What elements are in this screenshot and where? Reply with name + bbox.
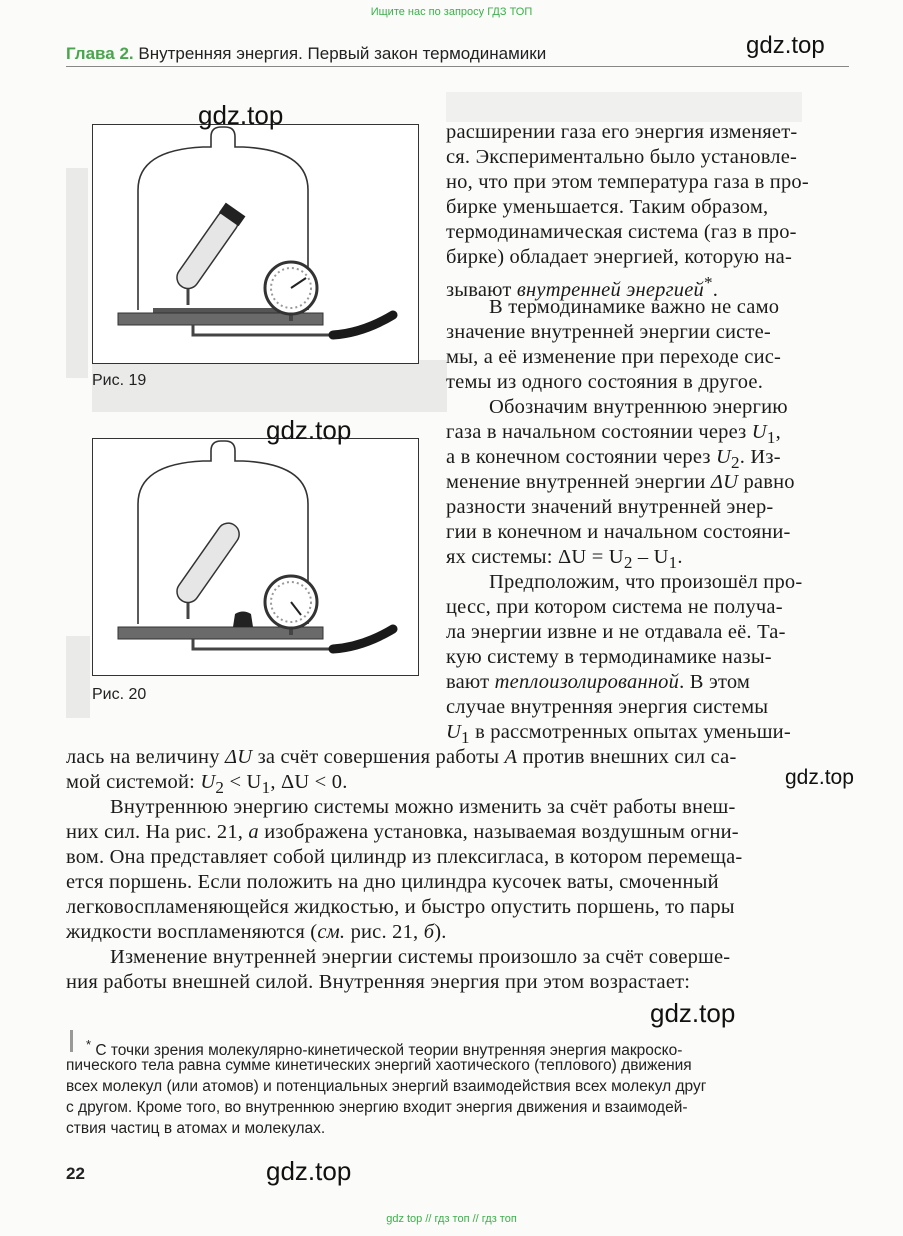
text-run: против внешних сил са-: [522, 746, 737, 768]
body-line: ся. Экспериментально было установле-: [446, 146, 798, 168]
symbol-a: A: [504, 746, 518, 768]
body-line: цесс, при котором система не получа-: [446, 596, 783, 618]
body-line: Изменение внутренней энергии системы произошло за счёт соверше-: [110, 946, 731, 968]
subscript: 1: [766, 428, 776, 448]
text-run: вают: [446, 671, 490, 693]
text-run: газа в начальном состоянии через: [446, 421, 747, 443]
body-line: зывают внутренней энергией*.: [446, 273, 719, 301]
body-line: мы, а её изменение при переходе сис-: [446, 346, 782, 368]
body-line: ях системы: $\Delta U = U_2 - U_1$.: [446, 546, 683, 573]
body-line: кую систему в термодинамике назы-: [446, 646, 772, 668]
bleed-through: [66, 168, 88, 378]
watermark: gdz.top: [266, 1156, 352, 1186]
body-line: ется поршень. Если положить на дно цилиндра кусочек ваты, смоченный: [66, 871, 719, 893]
label-a: а: [248, 821, 259, 843]
chapter-rule: [66, 66, 849, 67]
text-run: лась на величину: [66, 746, 220, 768]
text-run: менение внутренней энергии: [446, 471, 706, 493]
body-line: бирке уменьшается. Таким образом,: [446, 196, 769, 218]
chapter-label: Глава 2.: [66, 44, 134, 63]
text-run: равно: [743, 471, 795, 493]
body-line: Обозначим внутреннюю энергию: [489, 396, 788, 418]
body-line: ла энергии извне и не отдавала её. Та-: [446, 621, 786, 643]
body-line: ния работы внешней силой. Внутренняя энергия при этом возрастает:: [66, 971, 691, 993]
text-run: в рассмотренных опытах уменьши-: [475, 721, 791, 743]
watermark: gdz.top: [198, 100, 284, 130]
subscript: 1: [668, 553, 678, 573]
symbol-u: U: [446, 721, 462, 743]
bell-jar-apparatus-illustration: [93, 125, 418, 363]
body-line: случае внутренняя энергия системы: [446, 696, 769, 718]
symbol-delta-u: ΔU: [225, 746, 253, 768]
body-line: но, что при этом температура газа в про-: [446, 171, 809, 193]
body-line: вом. Она представляет собой цилиндр из плексигласа, в котором перемеща-: [66, 846, 743, 868]
body-line: расширении газа его энергия изменяет-: [446, 121, 798, 143]
body-line: [446, 670, 750, 695]
text-run: мой системой:: [66, 771, 196, 793]
text-run: изображена установка, называемая воздушным огни-: [264, 821, 739, 843]
chapter-heading: [66, 44, 546, 64]
footnote-marker-bar: [70, 1030, 73, 1052]
top-banner[interactable]: Ищите нас по запросу ГДЗ ТОП: [370, 6, 533, 18]
body-line: [66, 920, 447, 945]
footnote-line: с другом. Кроме того, во внутреннюю энергию входит энергия движения и взаимодей-: [66, 1099, 688, 1116]
body-line: [66, 820, 739, 845]
figure-19: [92, 124, 419, 364]
bleed-through: [446, 92, 802, 122]
watermark: gdz.top: [650, 998, 736, 1028]
symbol-u: U: [716, 446, 732, 468]
body-line: [66, 745, 737, 770]
body-line: бирке) обладает энергией, которую на-: [446, 246, 792, 268]
body-line: значение внутренней энергии систе-: [446, 321, 771, 343]
body-line: [446, 470, 795, 495]
term-internal-energy: внутренней энергией: [516, 278, 705, 301]
chapter-title: Внутренняя энергия. Первый закон термодинамики: [138, 44, 547, 63]
body-line: Предположим, что произошёл про-: [489, 571, 803, 593]
symbol-u: U: [200, 771, 216, 793]
body-line: разности значений внутренней энер-: [446, 496, 774, 518]
text-run: за счёт совершения работы: [257, 746, 500, 768]
text-run: ,: [775, 421, 781, 443]
subscript: 2: [731, 453, 740, 473]
text-run: < U: [224, 771, 262, 793]
figure-20: [92, 438, 419, 676]
body-line: легковоспламеняющейся жидкостью, и быстро опустить поршень, то пары: [66, 896, 735, 918]
body-line: гии в конечном и начальном состояни-: [446, 521, 791, 543]
bleed-through: [66, 636, 90, 718]
text-run: ).: [434, 921, 447, 943]
term-thermally-isolated: теплоизолированной: [494, 671, 680, 693]
subscript: 2: [215, 778, 225, 798]
text-run: зывают: [446, 278, 512, 301]
text-run: С точки зрения молекулярно-кинетической теории внутренняя энергия макроско-: [95, 1042, 683, 1060]
text-run: – U: [632, 546, 669, 568]
text-run: . В этом: [679, 671, 751, 693]
subscript: 2: [623, 553, 633, 573]
symbol-u: U: [751, 421, 767, 443]
body-line: термодинамическая система (газ в про-: [446, 221, 797, 243]
bell-jar-apparatus-illustration: [93, 439, 418, 675]
footnote-ref: *: [704, 273, 713, 292]
watermark: gdz.top: [785, 766, 854, 789]
bottom-links[interactable]: gdz top // гдз топ // гдз топ: [386, 1213, 517, 1225]
watermark: gdz.top: [746, 32, 825, 59]
watermark: gdz.top: [266, 415, 352, 445]
text-run: жидкости воспламеняются (: [66, 921, 318, 943]
symbol-delta-u: ΔU: [710, 471, 739, 493]
figure-20-caption: Рис. 20: [92, 686, 147, 703]
body-line: Внутреннюю энергию системы можно изменить за счёт работы внеш-: [110, 796, 736, 818]
text-run: рис. 21,: [350, 921, 419, 943]
text-run: ях системы: ΔU = U: [446, 546, 624, 568]
footnote-line: всех молекул (или атомов) и потенциальных энергий взаимодействия всех молекул друг: [66, 1078, 707, 1095]
figure-19-caption: Рис. 19: [92, 372, 147, 389]
footnote-line: пического тела равна сумме кинетических энергий хаотического (теплового) движения: [66, 1057, 692, 1074]
text-run: них сил. На рис. 21,: [66, 821, 244, 843]
text-run: . Из-: [739, 446, 781, 468]
page-number: 22: [66, 1164, 85, 1183]
footnote-line: ствия частиц в атомах и молекулах.: [66, 1120, 326, 1137]
see-ref: см.: [317, 921, 346, 943]
label-b: б: [423, 921, 435, 943]
body-line: темы из одного состояния в другое.: [446, 371, 764, 393]
body-line: В термодинамике важно не само: [489, 296, 780, 318]
text-run: а в конечном состоянии через: [446, 446, 711, 468]
subscript: 1: [461, 728, 470, 748]
footnote-mark: *: [86, 1037, 92, 1052]
subscript: 1: [261, 778, 271, 798]
text-run: , ΔU < 0.: [270, 771, 348, 793]
